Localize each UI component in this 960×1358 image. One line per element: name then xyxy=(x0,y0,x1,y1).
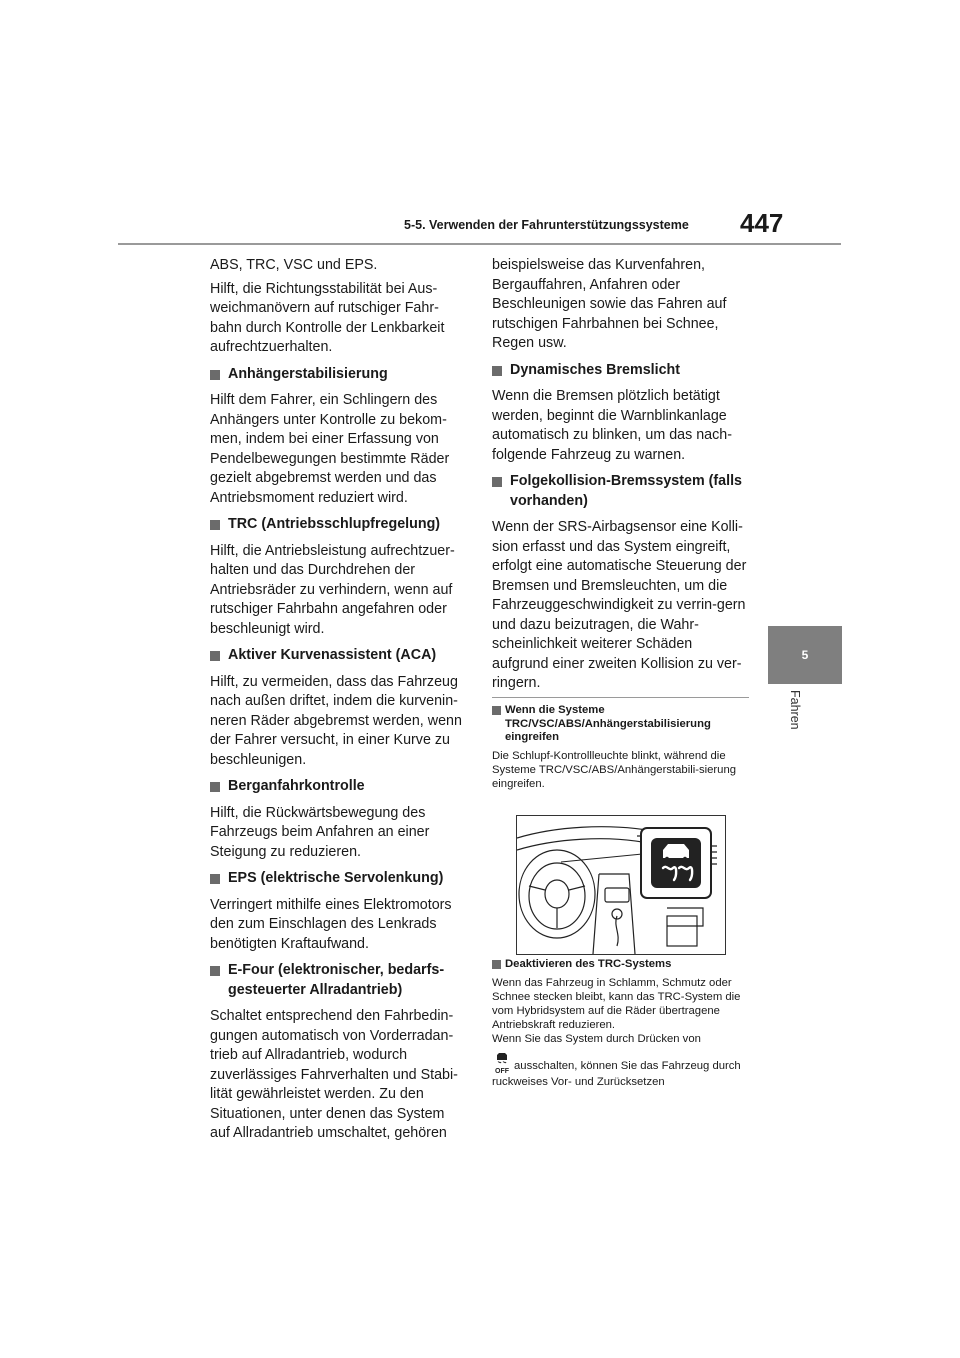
bullet-square-icon xyxy=(492,366,502,376)
chapter-number: 5 xyxy=(801,648,809,662)
bullet-square-icon xyxy=(210,370,220,380)
vsc-off-button-icon xyxy=(492,1053,512,1075)
svg-text:OFF: OFF xyxy=(495,1067,509,1075)
section-heading: TRC (Antriebsschlupfregelung) xyxy=(210,515,465,535)
section-heading: Dynamisches Bremslicht xyxy=(492,361,747,381)
note-divider xyxy=(492,697,749,698)
section-heading: Anhängerstabilisierung xyxy=(210,365,465,385)
note-text: OFF ausschalten, können Sie das Fahrzeug durch ruckweises Vor- und Zurücksetzen xyxy=(492,1053,754,1089)
right-column xyxy=(492,256,747,701)
bullet-square-icon xyxy=(210,520,220,530)
note-systems-active xyxy=(492,704,754,791)
note-text: Wenn das Fahrzeug in Schlamm, Schmutz oder Schnee stecken bleibt, kann das TRC-System die vom Hybridsystem auf die Räder übertragene Antriebskraft reduzieren. xyxy=(492,976,741,1032)
bullet-square-icon xyxy=(492,477,502,487)
bullet-square-icon xyxy=(492,706,501,715)
chapter-label: Fahren xyxy=(788,690,802,730)
paragraph: Wenn die Bremsen plötzlich betätigt werden, beginnt die Warnblinkanlage automatisch zu blinken, um das nach-folgende Fahrzeug zu warnen. xyxy=(492,388,732,463)
note-text: Die Schlupf-Kontrollleuchte blinkt, während die Systeme TRC/VSC/ABS/Anhängerstabili-sierung eingreifen. xyxy=(492,749,737,790)
running-header: 5-5. Verwenden der Fahrunterstützungssysteme xyxy=(404,218,689,232)
section-heading: Aktiver Kurvenassistent (ACA) xyxy=(210,646,465,666)
bullet-square-icon xyxy=(210,651,220,661)
note-heading: Wenn die Systeme TRC/VSC/ABS/Anhängerstabilisierung eingreifen xyxy=(492,704,754,745)
paragraph: Wenn der SRS-Airbagsensor eine Kolli-sion erfasst und das System eingreift, erfolgt eine automatische Steuerung der Bremsen und Bremsleuchten, um die Fahrzeuggeschwindigkeit zu verrin-gern und dazu beizutragen, die Wahr-scheinlichkeit weiterer Schäden aufgrund einer zweiten Kollision zu ver-ringern. xyxy=(492,519,747,691)
paragraph: Hilft, zu vermeiden, dass das Fahrzeug nach außen driftet, indem die kurvenin-neren Räder abgebremst werden, wenn der Fahrer versucht, in einer Kurve zu beschleunigen. xyxy=(210,673,462,768)
bullet-square-icon xyxy=(210,966,220,976)
paragraph: beispielsweise das Kurvenfahren, Bergauffahren, Anfahren oder Beschleunigen sowie das Fahren auf rutschigen Fahrbahnen bei Schnee, Regen usw. xyxy=(492,257,727,351)
note-heading: Deaktivieren des TRC-Systems xyxy=(492,958,754,972)
paragraph: Verringert mithilfe eines Elektromotors den zum Einschlagen des Lenkrads benötigten Kraftaufwand. xyxy=(210,896,452,952)
paragraph: Hilft, die Antriebsleistung aufrechtzuer-halten und das Durchdrehen der Antriebsräder zu verhindern, wenn auf rutschiger Fahrbahn angefahren oder beschleunigt wird. xyxy=(210,542,455,637)
note-text: Wenn Sie das System durch Drücken von xyxy=(492,1033,701,1046)
chapter-tab[interactable] xyxy=(768,626,842,684)
section-heading: Berganfahrkontrolle xyxy=(210,777,465,797)
paragraph: Hilft, die Richtungsstabilität bei Aus-weichmanövern auf rutschiger Fahr-bahn durch Kontrolle der Lenkbarkeit aufrechtzuerhalten. xyxy=(210,280,445,355)
paragraph: Hilft dem Fahrer, ein Schlingern des Anhängers unter Kontrolle zu bekom-men, indem bei einer Erfassung von Pendelbewegungen bestimmte Räder gezielt abgebremst werden und das Antriebsmoment reduziert wird. xyxy=(210,392,450,506)
section-heading: EPS (elektrische Servolenkung) xyxy=(210,869,465,889)
note-trc-disable xyxy=(492,958,754,1089)
section-heading: E-Four (elektronischer, bedarfs-gesteuerter Allradantrieb) xyxy=(210,961,465,1000)
bullet-square-icon xyxy=(210,782,220,792)
section-heading: Folgekollision-Bremssystem (falls vorhanden) xyxy=(492,472,747,511)
bullet-square-icon xyxy=(492,960,501,969)
paragraph: Schaltet entsprechend den Fahrbedin-gungen automatisch von Vorderradan-trieb auf Allradantrieb, wodurch zuverlässiges Fahrverhalten und Stabi-lität gewährleistet werden. Zu den Situationen, unter denen das System auf Allradantrieb umschaltet, gehören xyxy=(210,1008,458,1141)
paragraph: ABS, TRC, VSC und EPS. xyxy=(210,257,378,273)
bullet-square-icon xyxy=(210,874,220,884)
paragraph: Hilft, die Rückwärtsbewegung des Fahrzeugs beim Anfahren an einer Steigung zu reduzieren. xyxy=(210,804,430,860)
left-column xyxy=(210,256,465,1151)
dashboard-drawing xyxy=(517,816,725,954)
header-divider xyxy=(118,243,841,245)
page-number: 447 xyxy=(740,208,784,238)
dashboard-illustration xyxy=(516,815,726,955)
